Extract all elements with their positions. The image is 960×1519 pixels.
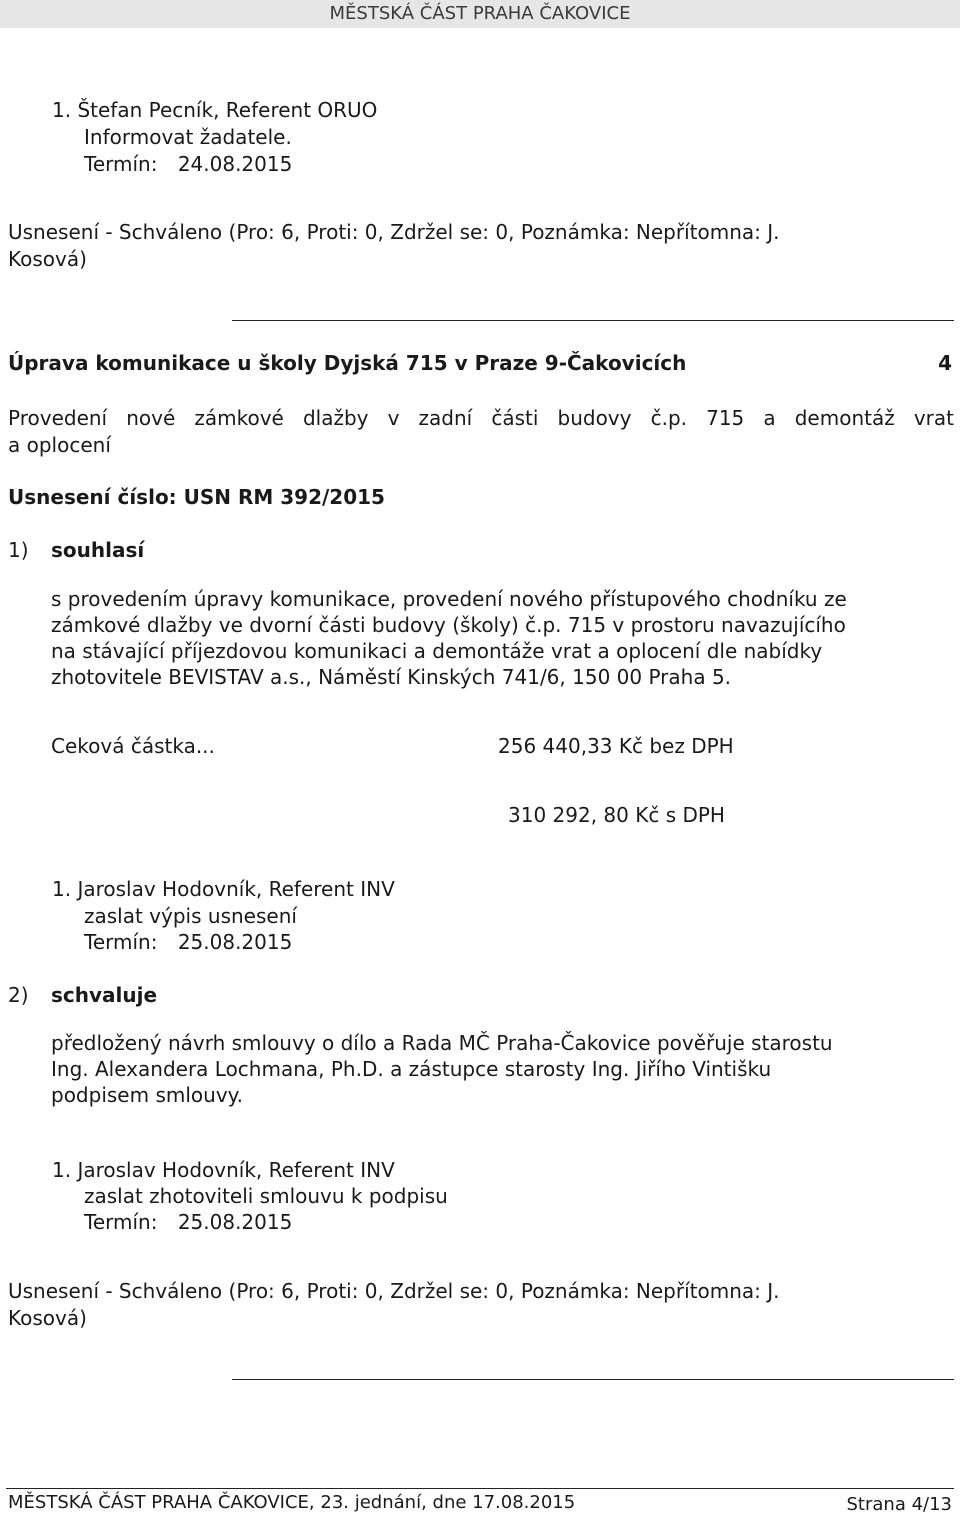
resolution-line: Usnesení - Schváleno (Pro: 6, Proti: 0, Zdržel se: 0, Poznámka: Nepřítomna: J. [8,220,780,244]
footer-text: MĚSTSKÁ ČÁST PRAHA ČAKOVICE, 23. jednání, dne 17.08.2015 [8,1492,576,1513]
task-person: 1. Jaroslav Hodovník, Referent INV [52,1158,395,1182]
point-text: zámkové dlažby ve dvorní části budovy (školy) č.p. 715 v prostoru navazujícího [51,613,846,637]
resolution-line: Usnesení - Schváleno (Pro: 6, Proti: 0, Zdržel se: 0, Poznámka: Nepřítomna: J. [8,1279,780,1303]
point-text: Ing. Alexandera Lochmana, Ph.D. a zástupce starosty Ing. Jiřího Vintišku [51,1057,772,1081]
deadline-value: 24.08.2015 [177,152,293,176]
item-number: 4 [938,351,952,375]
amount-label: Ceková částka... [51,734,215,758]
point-text: podpisem smlouvy. [51,1083,243,1107]
task-person: 1. Štefan Pecník, Referent ORUO [52,98,378,122]
item-description: Provedení nové zámkové dlažby v zadní části budovy č.p. 715 a demontáž vrat [8,406,954,430]
section-divider [232,320,954,321]
resolution-number: Usnesení číslo: USN RM 392/2015 [8,485,385,509]
point-number: 2) [8,983,29,1007]
amount-excl-vat: 256 440,33 Kč bez DPH [498,734,734,758]
point-number: 1) [8,538,29,562]
task-deadline [84,929,292,955]
task-deadline [84,151,292,177]
point-text: zhotovitele BEVISTAV a.s., Náměstí Kinských 741/6, 150 00 Praha 5. [51,665,732,689]
header-title: MĚSTSKÁ ČÁST PRAHA ČAKOVICE [329,3,631,24]
task-action: Informovat žadatele. [84,125,292,149]
deadline-value: 25.08.2015 [177,1210,293,1234]
resolution-line: Kosová) [8,1306,87,1330]
deadline-label: Termín: [84,930,158,954]
task-action: zaslat výpis usnesení [84,904,297,928]
deadline-label: Termín: [84,1210,158,1234]
resolution-line: Kosová) [8,247,87,271]
item-description: a oplocení [8,433,111,457]
task-action: zaslat zhotoviteli smlouvu k podpisu [84,1184,448,1208]
amount-incl-vat: 310 292, 80 Kč s DPH [508,803,725,827]
point-text: s provedením úpravy komunikace, provedení nového přístupového chodníku ze [51,587,847,611]
footer-divider [6,1488,954,1489]
page-number: Strana 4/13 [846,1494,952,1515]
point-verb: souhlasí [51,538,145,562]
point-text: na stávající příjezdovou komunikaci a demontáže vrat a oplocení dle nabídky [51,639,823,663]
point-verb: schvaluje [51,983,158,1007]
item-title: Úprava komunikace u školy Dyjská 715 v Praze 9-Čakovicích [8,351,687,375]
task-deadline [84,1209,292,1235]
point-text: předložený návrh smlouvy o dílo a Rada MČ Praha-Čakovice pověřuje starostu [51,1031,833,1055]
deadline-label: Termín: [84,152,158,176]
section-divider [232,1379,954,1380]
task-person: 1. Jaroslav Hodovník, Referent INV [52,877,395,901]
deadline-value: 25.08.2015 [177,930,293,954]
